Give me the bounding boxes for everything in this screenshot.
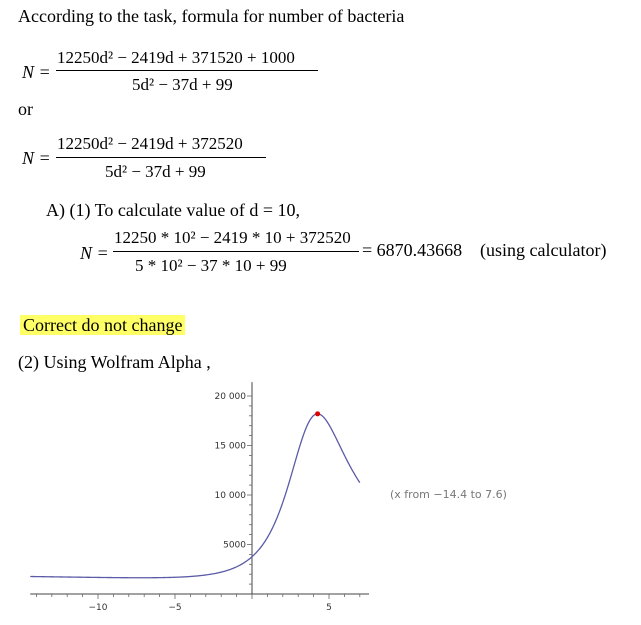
x-tick-label: −5 [168, 603, 182, 613]
formula3-fraction-bar [113, 251, 359, 252]
x-tick-label: 5 [326, 603, 332, 613]
highlight-wrapper [20, 315, 185, 336]
formula1-denominator: 5d² − 37d + 99 [132, 75, 233, 94]
formula2-fraction-bar [56, 157, 266, 158]
part-a-text: A) (1) To calculate value of d = 10, [46, 200, 300, 220]
formula2-lhs: N = [22, 148, 51, 168]
formula2-denominator: 5d² − 37d + 99 [105, 162, 206, 181]
y-tick-label: 20 000 [214, 392, 246, 402]
formula3-numerator: 12250 * 10² − 2419 * 10 + 372520 [114, 228, 351, 247]
x-tick-label: −10 [88, 603, 108, 613]
formula1-numerator: 12250d² − 2419d + 371520 + 1000 [57, 48, 295, 67]
intro-text: According to the task, formula for number of bacteria [18, 6, 405, 26]
step2-text: (2) Using Wolfram Alpha , [18, 352, 211, 372]
formula1-lhs: N = [22, 62, 51, 82]
formula1-fraction-bar [56, 70, 318, 71]
or-text: or [18, 99, 33, 119]
curve-line [30, 414, 360, 578]
y-tick-label: 5000 [223, 540, 246, 551]
wolfram-plot [0, 370, 641, 625]
formula3-result: = 6870.43668 [362, 240, 463, 260]
plot-range-label: (x from −14.4 to 7.6) [390, 488, 507, 501]
y-tick-label: 15 000 [214, 441, 246, 452]
formula3-note: (using calculator) [480, 240, 607, 260]
max-point-marker [315, 411, 320, 416]
highlight-note: Correct do not change [20, 315, 185, 335]
formula2-numerator: 12250d² − 2419d + 372520 [57, 134, 243, 153]
formula3-denominator: 5 * 10² − 37 * 10 + 99 [135, 256, 287, 275]
y-tick-label: 10 000 [214, 491, 246, 501]
formula3-lhs: N = [80, 243, 109, 263]
